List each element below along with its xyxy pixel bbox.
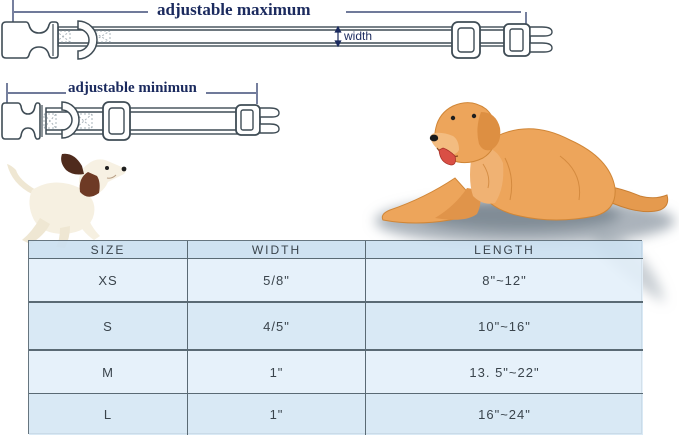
female-buckle (2, 22, 58, 58)
dog-tail (7, 164, 36, 194)
cell-m-size: M (29, 351, 188, 394)
cell-l-width: 1" (188, 394, 366, 435)
cell-s-width: 4/5" (188, 303, 366, 351)
collar-strap (58, 27, 505, 46)
cell-l-length: 16"~24" (366, 394, 643, 435)
dog-ear-up (61, 154, 84, 175)
cell-s-size: S (29, 303, 188, 351)
small-dog-illustration (2, 148, 142, 252)
cell-xs-size: XS (29, 259, 188, 303)
female-buckle (2, 103, 40, 139)
size-chart-table (28, 240, 642, 434)
dog-ear (477, 112, 500, 150)
cell-xs-width: 5/8" (188, 259, 366, 303)
adjustable-maximum-label: adjustable maximum (157, 0, 311, 19)
dog-nose (122, 167, 127, 172)
adjustable-minimum-label: adjustable minimun (68, 80, 197, 96)
tri-glide-slider (103, 102, 130, 140)
dog-eye (451, 116, 455, 120)
cell-s-length: 10"~16" (366, 303, 643, 351)
male-buckle (504, 24, 552, 56)
male-buckle (236, 105, 279, 135)
cell-l-size: L (29, 394, 188, 435)
tri-glide-slider (452, 22, 480, 58)
dog-eye (105, 166, 109, 170)
dog-eye (472, 114, 476, 118)
cell-m-length: 13. 5"~22" (366, 351, 643, 394)
column-header-size: SIZE (29, 241, 188, 259)
cell-xs-length: 8"~12" (366, 259, 643, 303)
dog-nose (430, 135, 438, 142)
column-header-length: LENGTH (366, 241, 643, 259)
column-header-width: WIDTH (188, 241, 366, 259)
cell-m-width: 1" (188, 351, 366, 394)
width-label: width (344, 29, 373, 43)
